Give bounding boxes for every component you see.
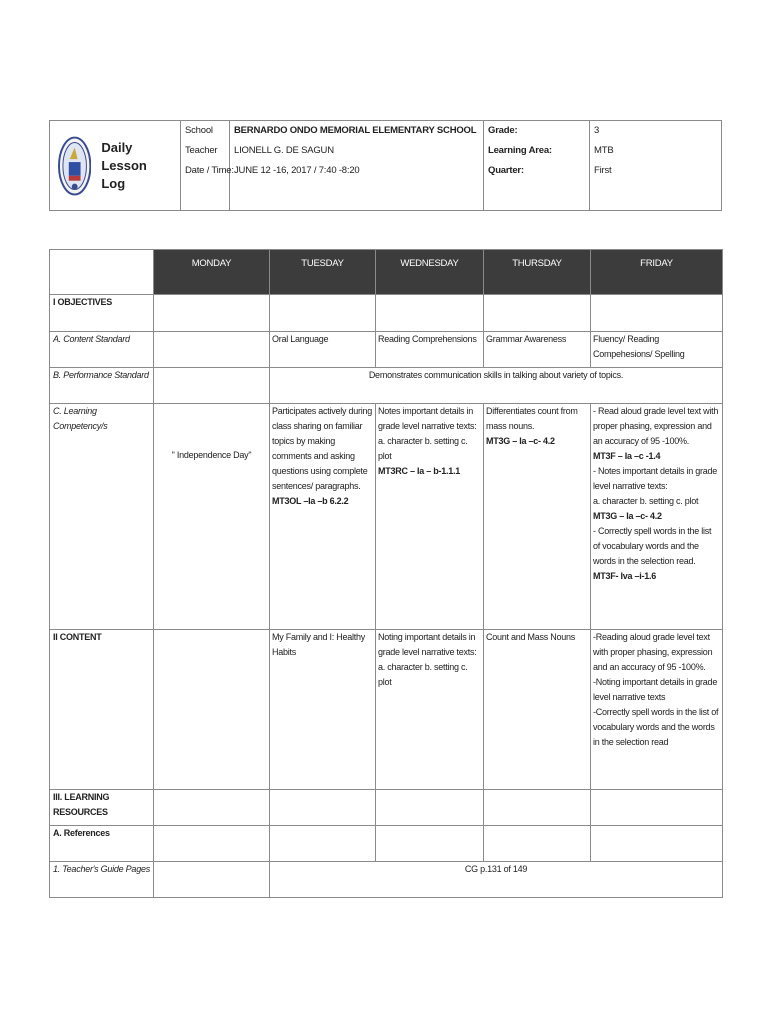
competency-monday: " Independence Day" bbox=[154, 404, 270, 630]
learning-area-label: Learning Area: bbox=[488, 145, 552, 156]
content-label: II CONTENT bbox=[50, 630, 154, 790]
grade-label: Grade: bbox=[488, 125, 518, 136]
table-row bbox=[50, 790, 723, 826]
datetime-label: Date / Time: bbox=[185, 165, 234, 176]
content-tuesday: My Family and I: Healthy Habits bbox=[270, 630, 376, 790]
competency-wednesday-code: MT3RC – Ia – b-1.1.1 bbox=[378, 466, 461, 476]
competency-friday-code-1: MT3F – Ia –c -1.4 bbox=[593, 451, 661, 461]
learning-area-value: MTB bbox=[594, 145, 614, 156]
logo-cell bbox=[50, 121, 181, 211]
competency-thursday-text: Differentiates count from mass nouns. bbox=[486, 406, 578, 431]
teacher-label: Teacher bbox=[185, 145, 218, 156]
day-wednesday: WEDNESDAY bbox=[376, 250, 484, 295]
teachers-guide-value: CG p.131 of 149 bbox=[270, 862, 723, 898]
lesson-table bbox=[49, 249, 723, 898]
header-labels2-cell bbox=[484, 121, 590, 211]
day-header-row bbox=[50, 250, 723, 295]
references-label: A. References bbox=[50, 826, 154, 862]
competency-wednesday bbox=[376, 404, 484, 630]
header-values-cell bbox=[230, 121, 484, 211]
performance-standard-label: B. Performance Standard bbox=[50, 368, 154, 404]
table-row bbox=[50, 368, 723, 404]
objectives-label: I OBJECTIVES bbox=[50, 295, 154, 332]
competency-thursday bbox=[484, 404, 591, 630]
competency-tuesday-text: Participates actively during class sharing on familiar topics by making comments and asking questions using complete sentences/ paragraphs. bbox=[272, 406, 373, 491]
content-standard-wednesday: Reading Comprehensions bbox=[376, 332, 484, 368]
competency-thursday-code: MT3G – Ia –c- 4.2 bbox=[486, 436, 555, 446]
competency-friday-text-1: - Read aloud grade level text with proper phasing, expression and an accuracy of 95 -100%. bbox=[593, 406, 719, 446]
competency-friday-text-2: - Notes important details in grade level narrative texts: a. character b. setting c. plot bbox=[593, 466, 718, 506]
content-standard-label: A. Content Standard bbox=[50, 332, 154, 368]
teacher-value: LIONELL G. DE SAGUN bbox=[234, 145, 334, 156]
header-labels-cell bbox=[181, 121, 234, 211]
competency-friday-code-2: MT3G – Ia –c- 4.2 bbox=[593, 511, 662, 521]
content-standard-friday: Fluency/ Reading Compehesions/ Spelling bbox=[591, 332, 723, 368]
datetime-value: JUNE 12 -16, 2017 / 7:40 -8:20 bbox=[234, 165, 360, 176]
performance-standard-value: Demonstrates communication skills in talking about variety of topics. bbox=[270, 368, 723, 404]
quarter-value: First bbox=[594, 165, 612, 176]
header-values2-cell bbox=[590, 121, 722, 211]
learning-resources-label: III. LEARNING RESOURCES bbox=[50, 790, 154, 826]
day-friday: FRIDAY bbox=[591, 250, 723, 295]
day-monday: MONDAY bbox=[154, 250, 270, 295]
competency-tuesday bbox=[270, 404, 376, 630]
table-row bbox=[50, 404, 723, 630]
table-row bbox=[50, 332, 723, 368]
content-friday: -Reading aloud grade level text with proper phasing, expression and an accuracy of 95 -100%. -Noting important details in grade level narrative texts -Correctly spell words in the list of vocabulary words and the words in the selection read bbox=[591, 630, 723, 790]
content-thursday: Count and Mass Nouns bbox=[484, 630, 591, 790]
corner-cell bbox=[50, 250, 154, 295]
content-wednesday: Noting important details in grade level narrative texts: a. character b. setting c. plot bbox=[376, 630, 484, 790]
day-tuesday: TUESDAY bbox=[270, 250, 376, 295]
header-table bbox=[49, 120, 722, 211]
competency-wednesday-text: Notes important details in grade level narrative texts: a. character b. setting c. plot bbox=[378, 406, 477, 461]
competency-friday-text-3: - Correctly spell words in the list of vocabulary words and the words in the selection read. bbox=[593, 526, 712, 566]
deped-seal-icon bbox=[58, 135, 91, 197]
grade-value: 3 bbox=[594, 125, 600, 136]
competency-label: C. Learning Competency/s bbox=[50, 404, 154, 630]
competency-tuesday-code: MT3OL –Ia –b 6.2.2 bbox=[272, 496, 349, 506]
school-label: School bbox=[185, 125, 213, 136]
content-standard-tuesday: Oral Language bbox=[270, 332, 376, 368]
school-value: BERNARDO ONDO MEMORIAL ELEMENTARY SCHOOL bbox=[234, 125, 477, 136]
table-row bbox=[50, 826, 723, 862]
competency-friday bbox=[591, 404, 723, 630]
competency-friday-code-3: MT3F- Iva –i-1.6 bbox=[593, 571, 657, 581]
page-title: Daily Lesson Log bbox=[101, 139, 147, 191]
table-row bbox=[50, 630, 723, 790]
day-thursday: THURSDAY bbox=[484, 250, 591, 295]
table-row bbox=[50, 295, 723, 332]
quarter-label: Quarter: bbox=[488, 165, 524, 176]
teachers-guide-label: 1. Teacher's Guide Pages bbox=[50, 862, 154, 898]
table-row bbox=[50, 862, 723, 898]
content-standard-thursday: Grammar Awareness bbox=[484, 332, 591, 368]
